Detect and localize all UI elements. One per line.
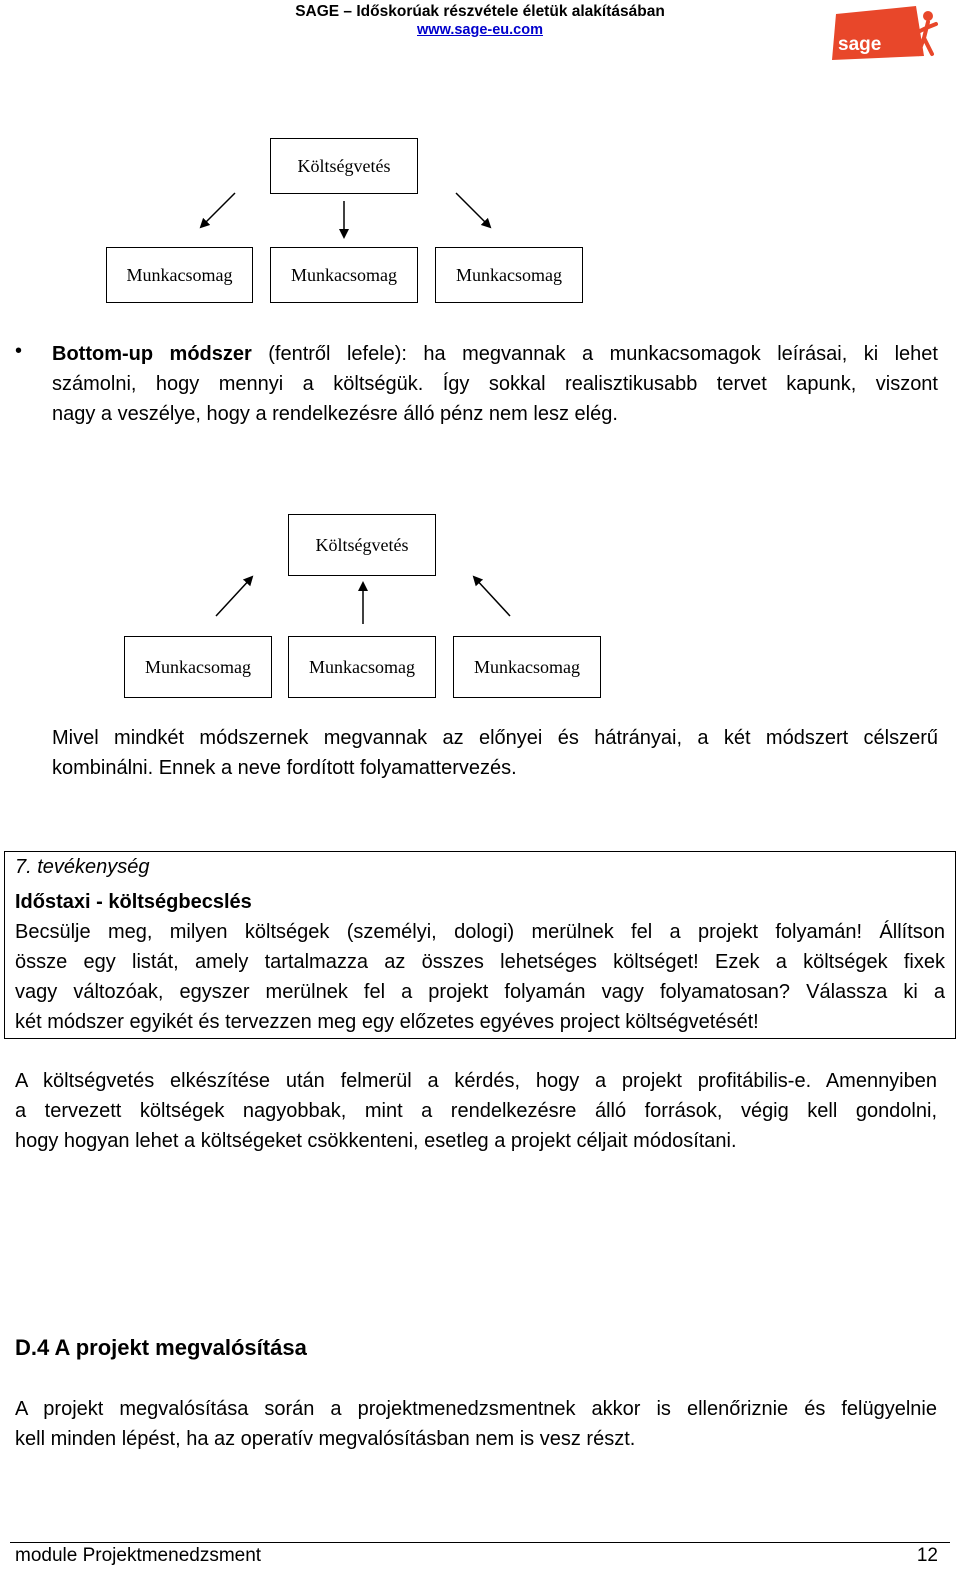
combo-line-2: kombinálni. Ennek a neve fordított folyamattervezés. bbox=[52, 757, 517, 779]
diagram-bottom-child-3: Munkacsomag bbox=[453, 636, 601, 698]
diagram-top-child-3: Munkacsomag bbox=[435, 247, 583, 303]
profit-paragraph bbox=[15, 1066, 937, 1156]
bottom-up-line-3: nagy a veszélye, hogy a rendelkezésre álló pénz nem lesz elég. bbox=[52, 403, 618, 425]
diagram-top-child-2: Munkacsomag bbox=[270, 247, 418, 303]
activity-line-1: Becsülje meg, milyen költségek (személyi, dologi) merülnek fel a projekt folyamán! Állítson bbox=[15, 921, 945, 943]
activity-label: 7. tevékenység bbox=[15, 856, 150, 878]
arrow-up-right bbox=[216, 577, 252, 616]
footer-module: module Projektmenedzsment bbox=[15, 1545, 262, 1566]
arrow-up-left bbox=[474, 577, 510, 616]
section-line-1: A projekt megvalósítása során a projektmenedzsmentnek akkor is ellenőriznie és felügyelnie bbox=[15, 1398, 937, 1420]
activity-box bbox=[4, 851, 956, 1039]
bottom-up-term: Bottom-up módszer bbox=[52, 343, 252, 365]
profit-line-3: hogy hogyan lehet a költségeket csökkenteni, esetleg a projekt céljait módosítani. bbox=[15, 1130, 737, 1152]
bottom-up-paragraph bbox=[52, 339, 938, 429]
combo-line-1: Mivel mindkét módszernek megvannak az előnyei és hátrányai, a két módszert célszerű bbox=[52, 727, 938, 749]
activity-line-3: vagy változóak, egyszer merülnek fel a projekt folyamán vagy folyamatosan? Válassza ki a bbox=[15, 981, 945, 1003]
section-heading: D.4 A projekt megvalósítása bbox=[15, 1335, 307, 1360]
combination-paragraph bbox=[52, 723, 938, 783]
diagram-top-child-1: Munkacsomag bbox=[106, 247, 253, 303]
profit-line-1: A költségvetés elkészítése után felmerül a kérdés, hogy a projekt profitábilis-e. Amennyiben bbox=[15, 1070, 937, 1092]
diagram-bottom-arrows bbox=[0, 500, 960, 640]
footer-page-number: 12 bbox=[916, 1545, 938, 1566]
arrow-down-right bbox=[456, 193, 490, 227]
activity-text bbox=[15, 917, 945, 1037]
diagram-bottom-child-1: Munkacsomag bbox=[124, 636, 272, 698]
header-title: SAGE – Időskorúak részvétele életük alakításában bbox=[295, 3, 665, 20]
diagram-top-root: Költségvetés bbox=[270, 138, 418, 194]
section-line-2: kell minden lépést, ha az operatív megvalósításban nem is vesz részt. bbox=[15, 1428, 636, 1450]
header-link[interactable]: www.sage-eu.com bbox=[417, 22, 543, 38]
bottom-up-line-2: számolni, hogy mennyi a költségük. Így sokkal realisztikusabb tervet kapunk, viszont bbox=[52, 373, 938, 395]
diagram-bottom-root: Költségvetés bbox=[288, 514, 436, 576]
arrow-down-left bbox=[201, 193, 235, 227]
profit-line-2: a tervezett költségek nagyobbak, mint a rendelkezésre álló források, végig kell gondolni, bbox=[15, 1100, 937, 1122]
activity-line-4: két módszer egyikét és tervezzen meg egy előzetes egyéves project költségvetését! bbox=[15, 1011, 759, 1033]
activity-title: Időstaxi - költségbecslés bbox=[15, 891, 252, 913]
footer-divider bbox=[10, 1542, 950, 1543]
bullet-dot: • bbox=[15, 340, 23, 362]
diagram-top-arrows bbox=[0, 0, 960, 260]
bottom-up-line-1: (fentről lefele): ha megvannak a munkacsomagok leírásai, ki lehet bbox=[251, 343, 938, 365]
activity-line-2: össze egy listát, amely tartalmazza az összes lehetséges költséget! Ezek a költségek fixek bbox=[15, 951, 945, 973]
section-paragraph bbox=[15, 1394, 937, 1454]
logo-text: sage bbox=[838, 34, 882, 55]
diagram-bottom-child-2: Munkacsomag bbox=[288, 636, 436, 698]
